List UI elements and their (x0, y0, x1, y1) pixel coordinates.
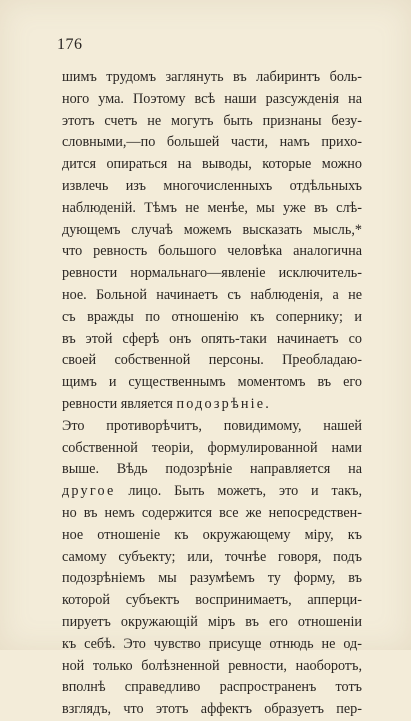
text-line-content: шимъ трудомъ заглянуть въ лабиринтъ боль- (62, 69, 362, 85)
text-line (62, 394, 362, 416)
text-line-content: собственной теоріи, формулированной нами (62, 439, 362, 456)
emphasized-word: другое (62, 483, 116, 500)
text-line-content: вполнѣ справедливо распространенъ тотъ (62, 679, 362, 696)
text-line (62, 459, 362, 481)
text-line-content: къ себѣ. Это чувство присуще отнюдь не од- (62, 635, 362, 652)
text-line (62, 634, 362, 656)
text-line-content: своей собственной персоны. Преобладаю- (62, 352, 362, 369)
text-line (62, 699, 362, 721)
text-line-content: Это противорѣчитъ, повидимому, нашей (62, 417, 362, 434)
text-line (62, 329, 362, 351)
text-line-content: дующемъ случаѣ можемъ высказать мысль,* (62, 221, 362, 238)
text-line (62, 525, 362, 547)
text-line (62, 176, 362, 198)
text-line-content: самому субъекту; или, точнѣе говоря, подъ (62, 548, 362, 565)
text-line (62, 198, 362, 220)
text-line-content: но въ немъ содержится все же непосредствен- (62, 504, 362, 521)
text-line-content: которой субъектъ воспринимаетъ, апперци- (62, 592, 362, 609)
text-line-content: дится опираться на выводы, которые можно (62, 156, 362, 173)
text-line (62, 568, 362, 590)
text-line (62, 656, 362, 678)
text-line-tail: . (265, 395, 269, 412)
text-line-content: пируетъ окружающій міръ въ его отношеніи (62, 613, 362, 630)
text-line (62, 111, 362, 133)
text-line-content: ревности является (62, 395, 177, 412)
text-line-content: выше. Вѣдь подозрѣніе направляется на (62, 461, 362, 478)
text-line-tail: лицо. Быть можетъ, это и такъ, (115, 483, 362, 500)
text-line (62, 612, 362, 634)
text-line (62, 350, 362, 372)
body-text (62, 67, 362, 721)
text-line (62, 132, 362, 154)
text-line (62, 285, 362, 307)
text-line-content: въ этой сферѣ онъ опять-таки начинаетъ со (62, 330, 362, 347)
text-line (62, 547, 362, 569)
text-line-content: взглядъ, что этотъ аффектъ образуетъ пер- (62, 701, 362, 718)
text-line (62, 503, 362, 525)
emphasized-word: подозрѣніе (176, 395, 266, 412)
text-line-content: ное отношеніе къ окружающему міру, къ (62, 526, 362, 543)
text-line (62, 89, 362, 111)
text-line (62, 154, 362, 176)
text-line-content: подозрѣніемъ мы разумѣемъ ту форму, въ (62, 570, 362, 587)
text-line (62, 677, 362, 699)
text-line-content: щимъ и существеннымъ моментомъ въ его (62, 374, 362, 391)
text-line (62, 263, 362, 285)
text-line (62, 438, 362, 460)
text-line-content: съ вражды по отношенію къ сопернику; и (62, 308, 362, 325)
text-line-content: словными,—по большей части, намъ прихо- (62, 134, 362, 151)
page-number: 176 (57, 36, 83, 53)
text-line (62, 307, 362, 329)
text-line-content: ное. Больной начинаетъ съ наблюденія, а не (62, 286, 362, 303)
text-line (62, 416, 362, 438)
text-line-content: ного ума. Поэтому всѣ наши разсужденія на (62, 90, 362, 107)
text-line-content: наблюденій. Тѣмъ не менѣе, мы уже въ слѣ- (62, 199, 362, 216)
text-line (62, 241, 362, 263)
text-line (62, 67, 362, 89)
text-line-content: что ревность большого человѣка аналогична (62, 243, 362, 260)
text-line-content: ревности нормальнаго—явленіе исключитель- (62, 265, 362, 282)
text-line-content: ной только болѣзненной ревности, наоборотъ, (62, 657, 362, 674)
text-line-content: извлечь изъ многочисленныхъ отдѣльныхъ (62, 177, 362, 194)
text-line (62, 590, 362, 612)
text-line (62, 220, 362, 242)
text-line-content: этотъ счетъ не могутъ быть признаны безу- (62, 112, 362, 129)
text-line (62, 372, 362, 394)
text-line (62, 481, 362, 503)
